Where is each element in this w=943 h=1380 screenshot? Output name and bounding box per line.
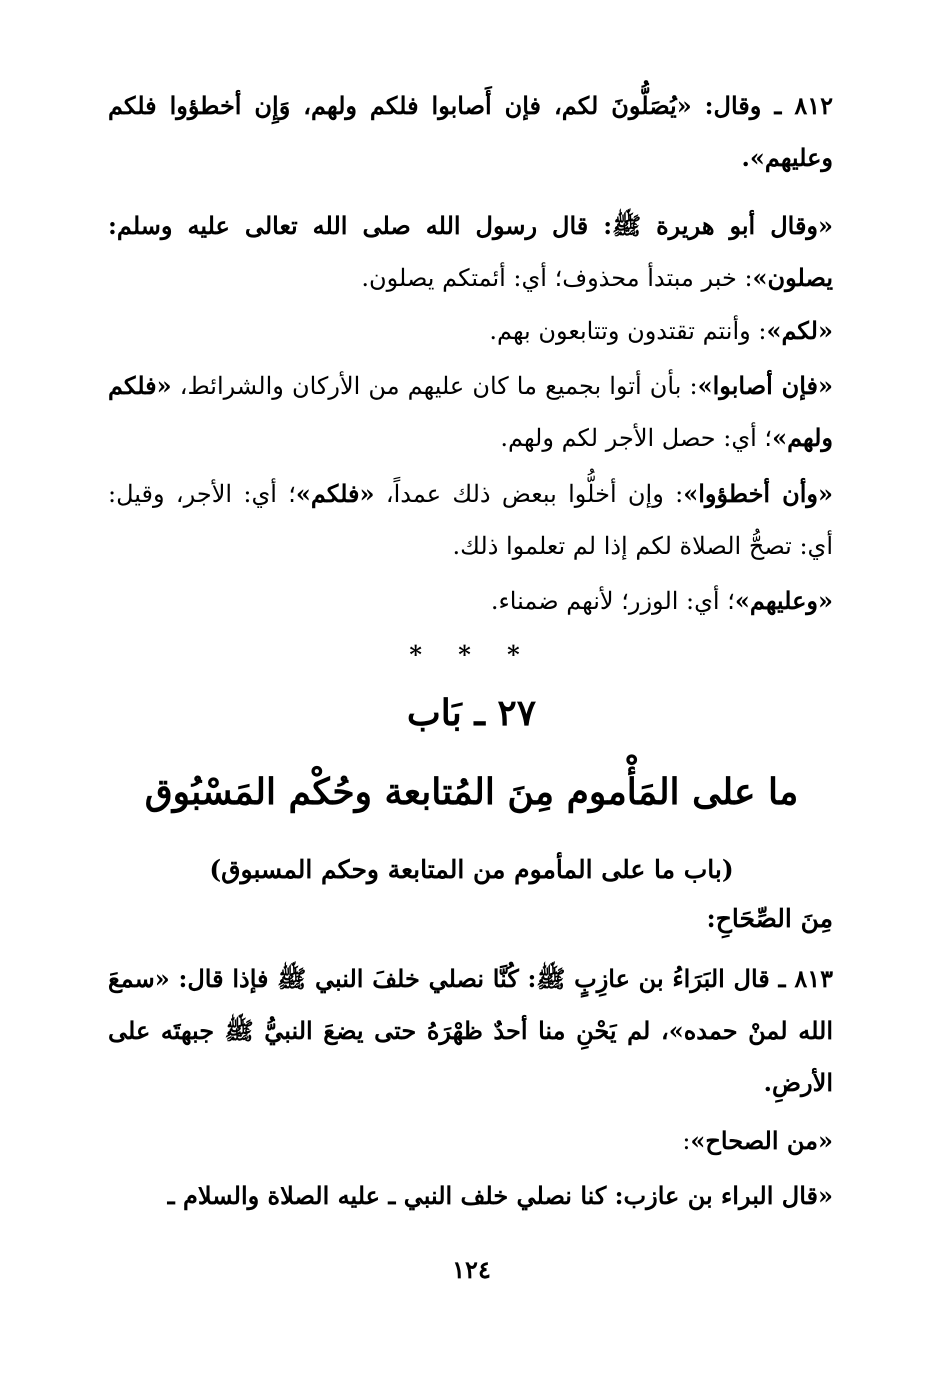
chapter-title: ما على المَأْموم مِنَ المُتابعة وحُكْم المَسْبُوق bbox=[144, 771, 799, 813]
commentary-paragraph bbox=[108, 1170, 833, 1222]
quoted-phrase: «وقال أبو هريرة ﷺ: قال رسول الله صلى الله تعالى عليه وسلم: يصلون» bbox=[108, 211, 833, 292]
page-number: ١٢٤ bbox=[452, 1255, 491, 1284]
chapter-subtitle: (باب ما على المأموم من المتابعة وحكم المسبوق) bbox=[209, 855, 734, 884]
hadith-813: ٨١٣ ـ قال البَرَاءُ بن عازِبٍ ﷺ: كُنَّا نصلي خلفَ النبي ﷺ فإذا قال: «سمعَ الله لمنْ حمده»، لم يَحْنِ منا أحدٌ ظهْرَهُ حتى يضعَ النبيُّ ﷺ جبهتَه على الأرضِ. bbox=[108, 964, 834, 1097]
commentary-text: : بأن أتوا بجميع ما كان عليهم من الأركان والشرائط، bbox=[171, 372, 698, 400]
commentary-paragraph bbox=[108, 575, 833, 627]
commentary-text: ؛ أي: حصل الأجر لكم ولهم. bbox=[500, 424, 773, 452]
quoted-phrase: «وأن أخطؤوا» bbox=[683, 479, 833, 508]
quoted-phrase: «قال البراء بن عازب: كنا نصلي خلف النبي ـ عليه الصلاة والسلام ـ bbox=[167, 1181, 833, 1210]
commentary-text: : bbox=[682, 1127, 691, 1155]
commentary-text: : وأنتم تقتدون وتتابعون بهم. bbox=[489, 317, 767, 345]
section-separator: * * * bbox=[409, 640, 534, 669]
commentary-paragraph bbox=[108, 468, 833, 572]
section-heading: مِنَ الصِّحَاحِ: bbox=[706, 904, 833, 933]
quoted-phrase: «فلكم ولهم» bbox=[108, 371, 833, 452]
commentary-paragraph bbox=[108, 360, 833, 464]
chapter-number: ٢٧ ـ بَاب bbox=[406, 692, 537, 734]
commentary-text: : خبر مبتدأ محذوف؛ أي: أئمتكم يصلون. bbox=[361, 264, 753, 292]
hadith-812: ٨١٢ ـ وقال: «يُصَلُّونَ لكم، فإن أَصابوا فلكم ولهم، وَإِن أخطؤوا فلكم وعليهم». bbox=[108, 91, 834, 172]
commentary-paragraph bbox=[108, 1115, 833, 1167]
quoted-phrase: «فلكم» bbox=[295, 479, 375, 508]
commentary-text: ؛ أي: الوزر؛ لأنهم ضمناء. bbox=[490, 587, 735, 615]
quoted-phrase: «وعليهم» bbox=[734, 586, 833, 615]
commentary-paragraph bbox=[108, 305, 833, 357]
quoted-phrase: «لكم» bbox=[766, 316, 833, 345]
quoted-phrase: «من الصحاح» bbox=[690, 1126, 833, 1155]
quoted-phrase: «فإن أصابوا» bbox=[697, 371, 834, 400]
commentary-paragraph bbox=[108, 200, 833, 304]
commentary-text: ؛ أي: الأجر، وقيل: أي: تصحُّ الصلاة لكم إذا لم تعلموا ذلك. bbox=[108, 480, 833, 560]
commentary-text: : وإن أخلُّوا ببعض ذلك عمداً، bbox=[374, 480, 684, 508]
